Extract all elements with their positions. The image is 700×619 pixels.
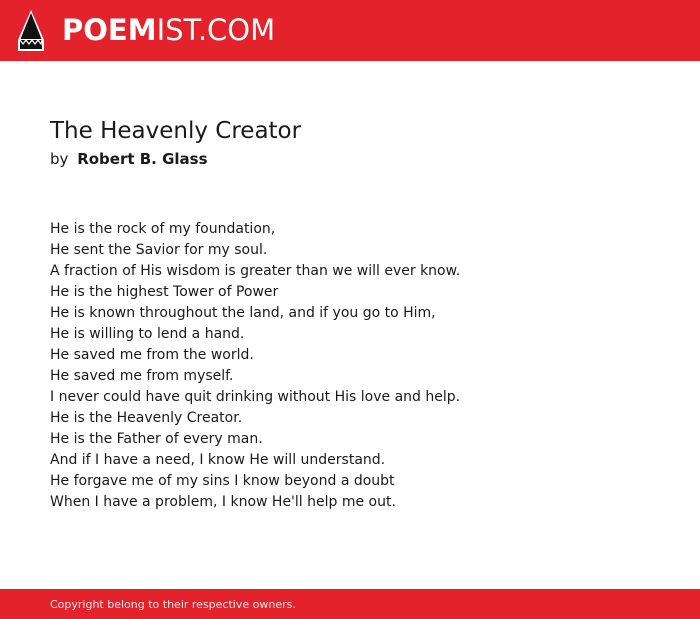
pencil-icon[interactable] [17, 9, 45, 52]
poem-title: The Heavenly Creator [50, 118, 302, 144]
poem-line: He forgave me of my sins I know beyond a doubt [50, 473, 395, 489]
poem-line: When I have a problem, I know He'll help me out. [50, 494, 396, 510]
site-footer [0, 589, 700, 619]
poem-line: He is known throughout the land, and if you go to Him, [50, 305, 436, 321]
poem-line: He is the rock of my foundation, [50, 221, 276, 237]
copyright-notice: Copyright belong to their respective owners. [50, 598, 296, 611]
site-header [0, 0, 700, 61]
poem-line: He is the Heavenly Creator. [50, 410, 243, 426]
poem-body [50, 219, 460, 513]
site-logo-text[interactable] [62, 12, 275, 48]
poem-line: He is the highest Tower of Power [50, 284, 279, 300]
poem-line: He is the Father of every man. [50, 431, 263, 447]
by-label: by [50, 150, 69, 168]
byline [50, 148, 208, 170]
poem-line: He saved me from myself. [50, 368, 234, 384]
poem-line: A fraction of His wisdom is greater than we will ever know. [50, 263, 461, 279]
poem-line: He is willing to lend a hand. [50, 326, 245, 342]
author-name: Robert B. Glass [77, 150, 208, 168]
brand-light: IST.COM [156, 13, 276, 47]
brand-bold: POEM [62, 13, 157, 47]
poem-line: And if I have a need, I know He will understand. [50, 452, 386, 468]
poem-line: I never could have quit drinking without His love and help. [50, 389, 461, 405]
poem-line: He sent the Savior for my soul. [50, 242, 268, 258]
poem-line: He saved me from the world. [50, 347, 254, 363]
